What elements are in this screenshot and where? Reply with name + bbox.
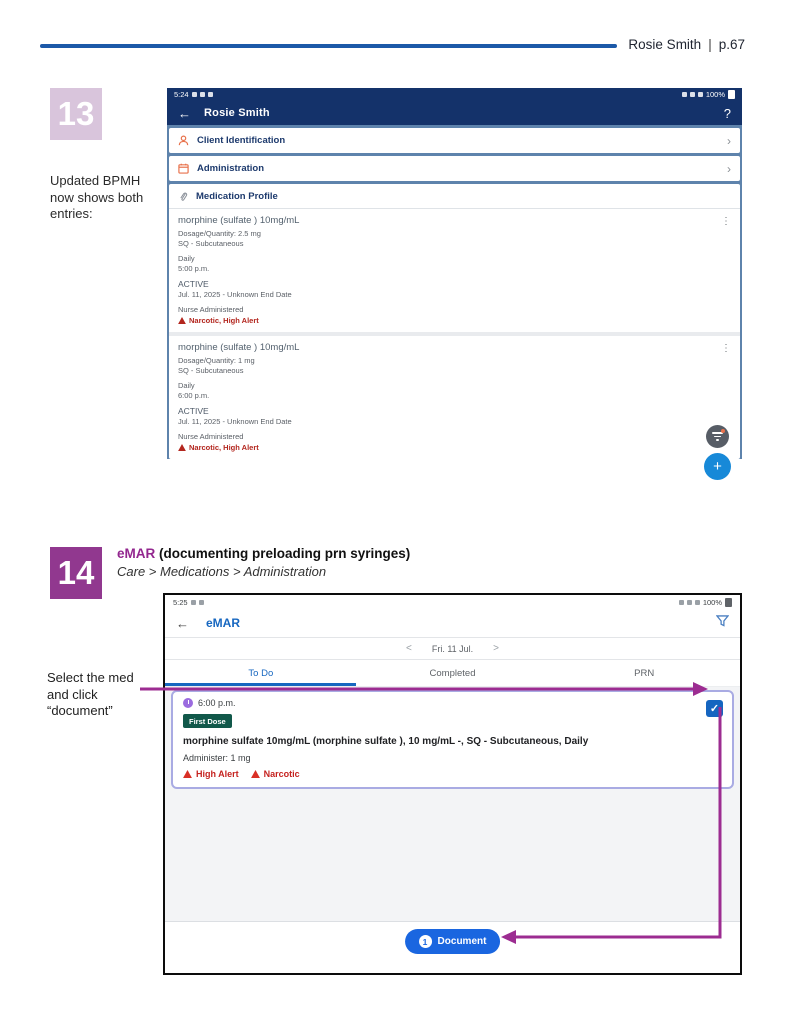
med-dosage: Dosage/Quantity: 1 mg [178, 356, 255, 365]
notification-icon [200, 92, 205, 97]
prev-day-icon[interactable]: < [405, 643, 412, 654]
heading-accent: eMAR [117, 546, 156, 561]
medication-entry[interactable] [169, 336, 740, 459]
breadcrumb: Care > Medications > Administration [117, 564, 327, 579]
select-med-checkbox[interactable] [706, 700, 723, 717]
document-button-label: Document [437, 936, 487, 947]
status-bar [167, 88, 742, 101]
filter-fab[interactable] [706, 425, 729, 448]
tab-prn[interactable]: PRN [634, 667, 655, 679]
section-medication-profile[interactable] [169, 184, 740, 209]
med-route: SQ - Subcutaneous [178, 366, 244, 375]
med-dosage: Dosage/Quantity: 2.5 mg [178, 229, 261, 238]
back-icon[interactable]: ← [178, 105, 191, 121]
med-time: 6:00 p.m. [178, 391, 210, 400]
bottom-action-bar [165, 921, 740, 973]
task-list [165, 687, 740, 921]
section-label: Client Identification [197, 135, 286, 146]
app-bar [167, 101, 742, 125]
page-number: p.67 [718, 37, 745, 52]
med-status: ACTIVE [178, 279, 209, 289]
section-label: Medication Profile [196, 190, 278, 202]
med-administered: Nurse Administered [178, 305, 244, 314]
step-14-heading [117, 546, 410, 579]
notification-icon [208, 92, 213, 97]
med-name: morphine (sulfate ) 10mg/mL [178, 215, 300, 226]
location-icon [690, 92, 695, 97]
medication-entry[interactable] [169, 209, 740, 332]
notification-icon [199, 600, 204, 605]
screen-body [167, 125, 742, 475]
filter-active-dot [721, 429, 725, 433]
heading-rest: (documenting preloading prn syringes) [155, 546, 411, 561]
emar-screenshot [163, 593, 742, 975]
next-day-icon[interactable]: > [493, 643, 500, 654]
dose-time: 6:00 p.m. [198, 698, 236, 708]
step-13-caption: Updated BPMH now shows both entries: [50, 173, 144, 221]
med-status: ACTIVE [178, 406, 209, 416]
alert-high-alert: High Alert [196, 768, 239, 779]
more-menu-icon[interactable]: ⋮ [721, 216, 731, 227]
more-menu-icon[interactable]: ⋮ [721, 343, 731, 354]
first-dose-badge: First Dose [183, 714, 232, 728]
med-time: 5:00 p.m. [178, 264, 210, 273]
calendar-icon [178, 163, 189, 174]
administer-amount: Administer: 1 mg [183, 752, 251, 763]
tab-bar [165, 660, 740, 687]
date-navigation [165, 638, 740, 659]
tab-completed[interactable]: Completed [429, 667, 476, 679]
active-tab-indicator [165, 683, 356, 686]
notification-icon [192, 92, 197, 97]
med-date-range: Jul. 11, 2025 - Unknown End Date [178, 290, 292, 299]
separator: | [708, 37, 712, 52]
help-icon[interactable]: ? [723, 105, 731, 121]
med-name: morphine sulfate 10mg/mL (morphine sulfate ), 10 mg/mL -, SQ - Subcutaneous, Daily [183, 735, 589, 747]
status-bar [165, 595, 740, 609]
med-date-range: Jul. 11, 2025 - Unknown End Date [178, 417, 292, 426]
back-icon[interactable]: ← [176, 615, 189, 631]
warning-icon [183, 770, 192, 778]
warning-icon [178, 444, 186, 451]
battery-icon [725, 598, 732, 607]
doc-header [628, 37, 745, 52]
med-alerts: Narcotic, High Alert [189, 316, 259, 325]
client-name: Rosie Smith [628, 37, 702, 52]
med-route: SQ - Subcutaneous [178, 239, 244, 248]
med-alerts: Narcotic, High Alert [189, 443, 259, 452]
med-name: morphine (sulfate ) 10mg/mL [178, 342, 300, 353]
page-title: Rosie Smith [204, 107, 270, 120]
chevron-right-icon: › [727, 133, 731, 148]
medication-profile-card [169, 184, 740, 459]
plus-icon: + [713, 458, 722, 475]
battery-percent: 100% [702, 597, 722, 607]
header-rule [40, 44, 617, 48]
alert-narcotic: Narcotic [263, 768, 300, 779]
volume-icon [679, 600, 684, 605]
check-icon: ✓ [709, 703, 720, 715]
warning-icon [251, 770, 260, 778]
step-14-number: 14 [50, 547, 102, 599]
page-title: eMAR [206, 616, 241, 630]
annotation-text: Select the med and click “document” [47, 670, 134, 718]
battery-percent: 100% [705, 90, 725, 100]
wifi-icon [695, 600, 700, 605]
paperclip-icon [178, 191, 188, 202]
chevron-right-icon: › [727, 161, 731, 176]
status-time: 5:25 [173, 597, 188, 607]
med-administered: Nurse Administered [178, 432, 244, 441]
person-icon [178, 135, 189, 146]
status-time: 5:24 [174, 90, 189, 100]
tab-to-do[interactable]: To Do [248, 667, 274, 679]
battery-icon [728, 90, 735, 99]
step-13-number: 13 [50, 88, 102, 140]
section-client-identification[interactable] [169, 128, 740, 153]
section-administration[interactable] [169, 156, 740, 181]
filter-icon[interactable] [716, 614, 729, 632]
notification-icon [191, 600, 196, 605]
wifi-icon [698, 92, 703, 97]
clock-icon [183, 698, 193, 708]
warning-icon [178, 317, 186, 324]
app-bar [165, 609, 740, 637]
bpmh-screenshot [167, 88, 742, 475]
volume-icon [682, 92, 687, 97]
document-button[interactable] [405, 929, 501, 954]
med-frequency: Daily [178, 381, 195, 390]
date-label: Fri. 11 Jul. [431, 643, 474, 654]
selected-count-badge: 1 [419, 935, 432, 948]
location-icon [687, 600, 692, 605]
medication-task-card[interactable] [171, 690, 734, 789]
add-medication-fab[interactable] [704, 453, 731, 480]
section-label: Administration [197, 163, 265, 174]
med-frequency: Daily [178, 254, 195, 263]
